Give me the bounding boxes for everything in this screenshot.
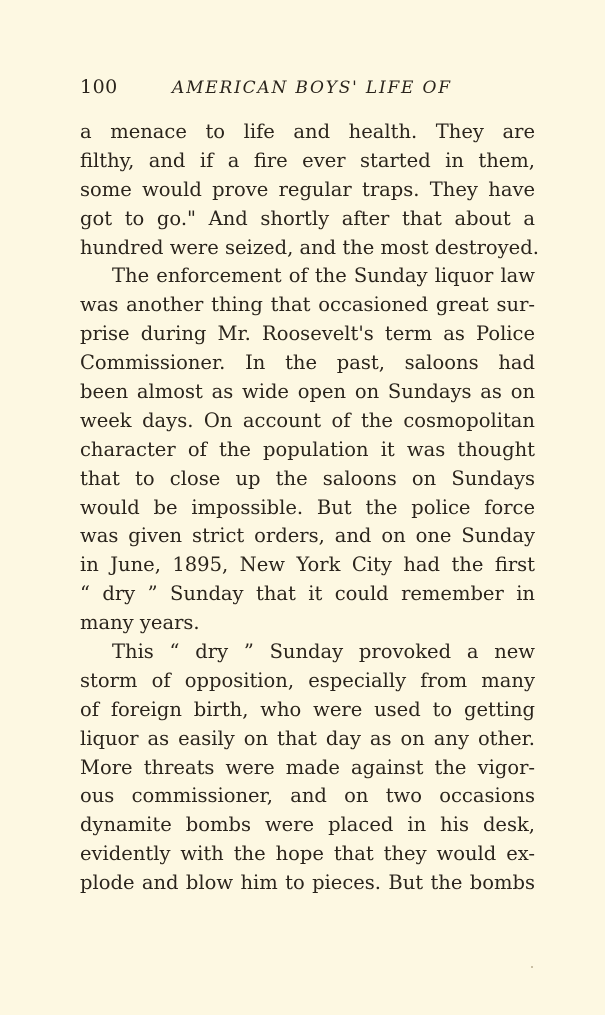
text-line: liquor as easily on that day as on any other. [80, 726, 535, 750]
text-line: been almost as wide open on Sundays as on [80, 380, 535, 404]
text-line: Commissioner. In the past, saloons had [80, 351, 535, 375]
text-line: was given strict orders, and on one Sunday [80, 524, 535, 548]
text-line: of foreign birth, who were used to getting [80, 697, 535, 721]
text-line: got to go." And shortly after that about a [80, 206, 535, 230]
text-line: dynamite bombs were placed in his desk, [80, 813, 535, 837]
page-number: 100 [80, 76, 118, 98]
paper-speck [531, 966, 533, 968]
body-text [80, 118, 539, 898]
text-line: prise during Mr. Roosevelt's term as Police [80, 322, 535, 346]
text-line: was another thing that occasioned great sur- [80, 293, 535, 317]
text-line: hundred were seized, and the most destroyed. [80, 235, 539, 259]
text-line: that to close up the saloons on Sundays [80, 466, 535, 490]
text-line: evidently with the hope that they would ex- [80, 842, 535, 866]
text-line: More threats were made against the vigor- [80, 755, 535, 779]
text-line: The enforcement of the Sunday liquor law [112, 264, 535, 288]
text-line: week days. On account of the cosmopolitan [80, 408, 535, 432]
page-header [80, 72, 535, 102]
text-line: some would prove regular traps. They have [80, 177, 535, 201]
text-line: in June, 1895, New York City had the first [80, 553, 535, 577]
text-line: plode and blow him to pieces. But the bombs [80, 871, 535, 895]
text-line: ous commissioner, and on two occasions [80, 784, 535, 808]
text-line: would be impossible. But the police force [80, 495, 535, 519]
running-head: AMERICAN BOYS' LIFE OF [172, 78, 452, 98]
text-line: character of the population it was thought [80, 437, 535, 461]
text-line: “ dry ” Sunday that it could remember in [80, 582, 535, 606]
text-line: many years. [80, 611, 200, 635]
text-line: a menace to life and health. They are [80, 120, 535, 143]
text-line: filthy, and if a fire ever started in them, [80, 148, 535, 172]
text-line: storm of opposition, especially from many [80, 668, 535, 692]
text-line: This “ dry ” Sunday provoked a new [112, 640, 535, 664]
